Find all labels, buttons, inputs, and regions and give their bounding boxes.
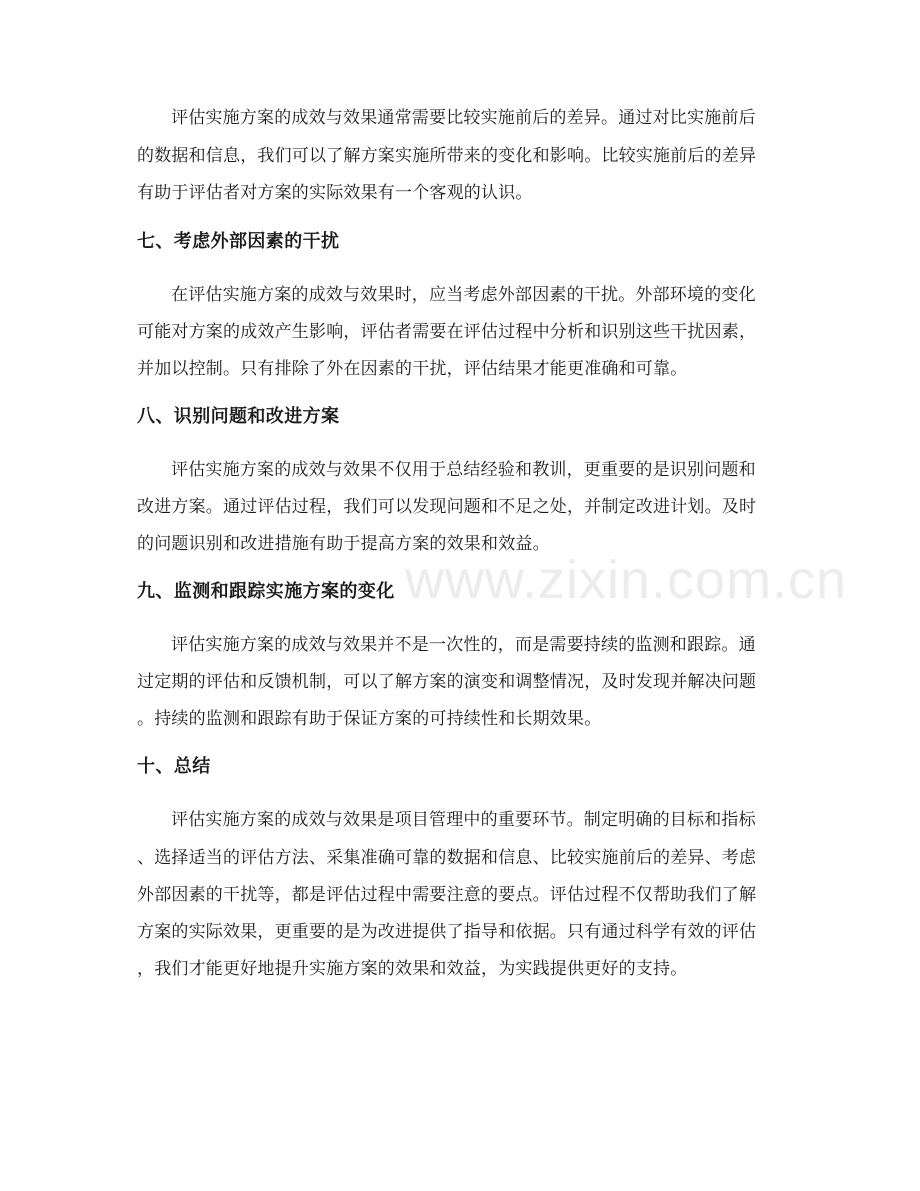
paragraph-line: 并加以控制。只有排除了外在因素的干扰，评估结果才能更准确和可靠。	[137, 359, 688, 379]
section-heading: 十、总结	[137, 756, 211, 777]
paragraph-line: 方案的实际效果，更重要的是为改进提供了指导和依据。只有通过科学有效的评估	[137, 922, 757, 942]
watermark-text: www.zixin.com.cn	[405, 550, 848, 610]
section-heading: 八、识别问题和改进方案	[137, 406, 340, 427]
paragraph-line: 过定期的评估和反馈机制，可以了解方案的演变和调整情况，及时发现并解决问题	[137, 672, 757, 692]
paragraph-line: 评估实施方案的成效与效果是项目管理中的重要环节。制定明确的目标和指标	[171, 810, 756, 830]
paragraph-line: 在评估实施方案的成效与效果时，应当考虑外部因素的干扰。外部环境的变化	[171, 285, 756, 305]
paragraph-line: 的问题识别和改进措施有助于提高方案的效果和效益。	[137, 534, 550, 554]
paragraph-line: 评估实施方案的成效与效果不仅用于总结经验和教训，更重要的是识别问题和	[171, 460, 756, 480]
section-heading: 七、考虑外部因素的干扰	[137, 231, 340, 252]
paragraph-line: 。持续的监测和跟踪有助于保证方案的可持续性和长期效果。	[137, 709, 602, 729]
paragraph-line: 的数据和信息，我们可以了解方案实施所带来的变化和影响。比较实施前后的差异	[137, 146, 757, 166]
section-heading: 九、监测和跟踪实施方案的变化	[137, 581, 395, 602]
paragraph-line: 改进方案。通过评估过程，我们可以发现问题和不足之处，并制定改进计划。及时	[137, 497, 757, 517]
paragraph-line: 外部因素的干扰等，都是评估过程中需要注意的要点。评估过程不仅帮助我们了解	[137, 885, 757, 905]
paragraph-line: 可能对方案的成效产生影响，评估者需要在评估过程中分析和识别这些干扰因素，	[137, 322, 757, 342]
paragraph-line: 有助于评估者对方案的实际效果有一个客观的认识。	[137, 183, 533, 203]
paragraph-line: 评估实施方案的成效与效果通常需要比较实施前后的差异。通过对比实施前后	[171, 108, 756, 128]
paragraph-line: 、选择适当的评估方法、采集准确可靠的数据和信息、比较实施前后的差异、考虑	[137, 848, 757, 868]
paragraph-line: ，我们才能更好地提升实施方案的效果和效益，为实践提供更好的支持。	[137, 959, 688, 979]
paragraph-line: 评估实施方案的成效与效果并不是一次性的，而是需要持续的监测和跟踪。通	[171, 635, 756, 655]
